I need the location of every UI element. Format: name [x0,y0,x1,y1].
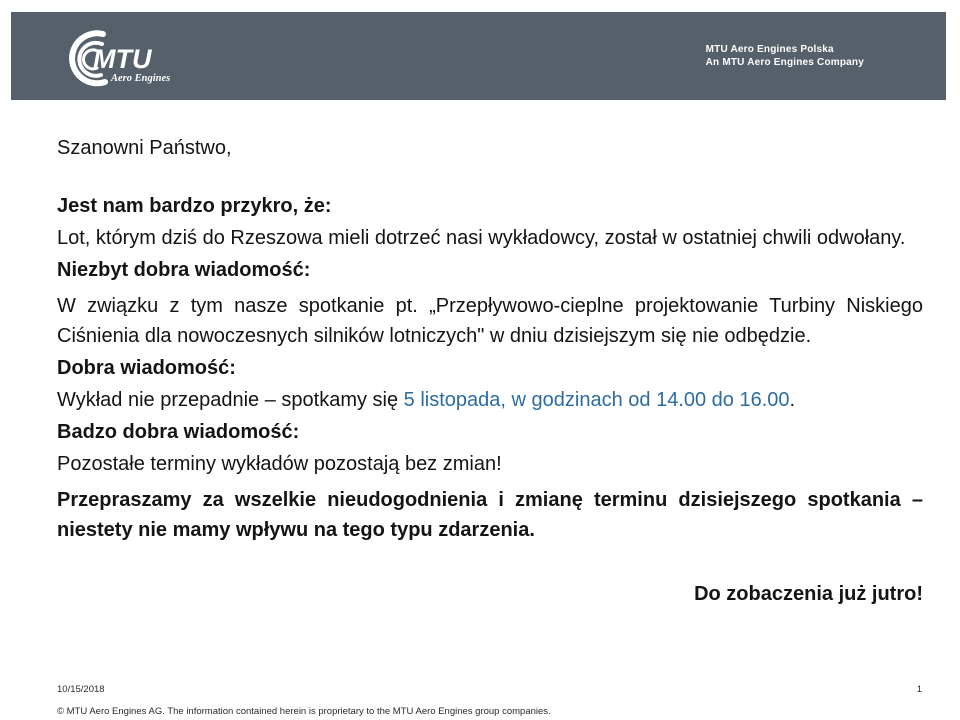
paragraph-other-dates: Pozostałe terminy wykładów pozostają bez zmian! [57,453,502,475]
paragraph-apology: Przepraszamy za wszelkie nieudogodnienia i zmianę terminu dzisiejszego spotkania – niestety nie mamy wpływu na tego typu zdarzenia. [57,489,923,541]
new-date-prefix: Wykład nie przepadnie – spotkamy się [57,389,404,411]
heading-good-news: Dobra wiadomość: [57,357,236,379]
heading-not-good-news: Niezbyt dobra wiadomość: [57,259,311,281]
paragraph-new-date [57,385,923,415]
heading-very-good-news: Badzo dobra wiadomość: [57,421,300,443]
header-bar [11,12,946,100]
heading-sorry: Jest nam bardzo przykro, że: [57,195,332,217]
footer-page-number: 1 [916,684,922,695]
header-company-line1: MTU Aero Engines Polska [705,44,834,55]
new-date-suffix: . [789,389,796,411]
logo-text: MTU [93,44,152,74]
mtu-logo-icon [57,30,207,88]
header-company-block [706,43,864,69]
footer-copyright: © MTU Aero Engines AG. The information contained herein is proprietary to the MTU Aero Engines group companies. [57,706,551,717]
new-date-highlight: 5 listopada, w godzinach od 14.00 do 16.00 [403,389,790,411]
paragraph-flight-cancelled: Lot, którym dziś do Rzeszowa mieli dotrzeć nasi wykładowcy, został w ostatniej chwili odwołany. [57,227,906,249]
closing-see-you: Do zobaczenia już jutro! [694,583,923,605]
header-company-line2: An MTU Aero Engines Company [705,57,864,68]
footer-date: 10/15/2018 [57,684,105,695]
greeting: Szanowni Państwo, [57,137,232,159]
slide-body [57,133,923,611]
logo-subtext: Aero Engines [111,73,171,84]
paragraph-meeting-cancelled: W związku z tym nasze spotkanie pt. „Przepływowo-cieplne projektowanie Turbiny Niskiego Ciśnienia dla nowoczesnych silników lotniczych" w dniu dzisiejszym się nie odbędzie. [57,295,923,347]
